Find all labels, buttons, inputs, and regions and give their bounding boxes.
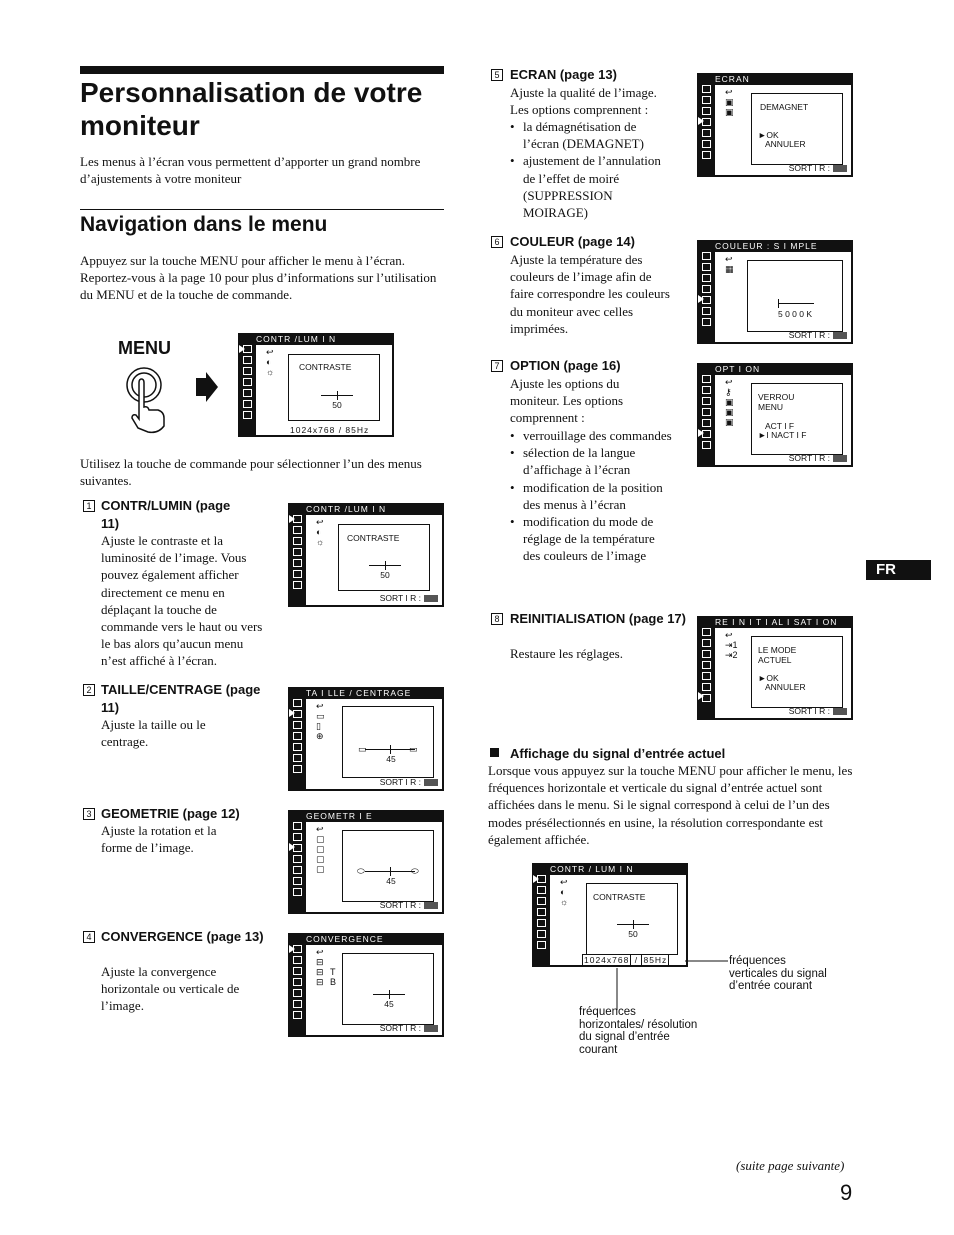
osd-ok: OK: [766, 130, 779, 140]
osd-title: GEOMETR I E: [306, 811, 373, 821]
osd-sortir: SORT I R :: [380, 1023, 438, 1033]
item-text: Ajuste la qualité de l’image. Les options comprennent :: [510, 85, 657, 118]
menu-button-hand-illustration: [118, 360, 223, 435]
osd-option: OPT I ON ↩ ⚷ ▣ ▣ ▣ VERROU MENU ACT I F ►I NACT I F SORT I R :: [697, 363, 853, 467]
item-text: Restaure les réglages.: [510, 646, 623, 661]
item-title: TAILLE/CENTRAGE (page 11): [101, 682, 261, 715]
language-tab: FR: [866, 560, 931, 580]
osd-label: VERROU MENU: [758, 392, 795, 412]
item-number: 8: [491, 613, 503, 625]
osd-vertical-frequency: 85Hz: [643, 955, 668, 965]
callout-horizontal: fréquences horizontales/ résolution du signal d’entrée courant: [579, 1006, 698, 1056]
continued-note: (suite page suivante): [736, 1158, 845, 1173]
osd-main: [238, 333, 394, 437]
osd-sortir: SORT I R :: [789, 330, 847, 340]
item-title: CONVERGENCE (page 13): [101, 929, 264, 944]
osd-contr-lumin: CONTR /LUM I N ↩ ◐ ☼ CONTRASTE 50 SORT I R :: [288, 503, 444, 607]
menu-pointer-icon: [289, 945, 295, 953]
square-bullet-icon: [490, 748, 499, 757]
osd-ecran: ECRAN ↩ ▣ ▣ DEMAGNET ►OK ANNULER SORT I R :: [697, 73, 853, 177]
item-text: Ajuste le contraste et la luminosité de l’image. Vous pouvez également afficher directement ce menu en déplaçant la touche de commande vers le haut ou vers le bas alors qu’aucun menu n’est affiché à l’écran.: [101, 533, 263, 669]
osd-title: OPT I ON: [715, 364, 761, 374]
item-number: 4: [83, 931, 95, 943]
osd-signal: CONTR / LUM I N ↩ ◐ ☼ CONTRASTE 50 1024x768 / 85Hz: [532, 863, 688, 967]
osd-label: LE MODE ACTUEL: [758, 645, 797, 665]
osd-geometrie: GEOMETR I E ↩ ▢ ▢ ▢ ▢ ⬭ ⬭ 45 SORT I R :: [288, 810, 444, 914]
menu-pointer-icon: [289, 515, 295, 523]
item-bullets: [510, 118, 675, 221]
item-title: REINITIALISATION (page 17): [510, 611, 686, 626]
osd-value: 45: [386, 754, 396, 764]
item-title: COULEUR (page 14): [510, 234, 635, 249]
osd-label: CONTRASTE: [299, 362, 352, 372]
item-text: Ajuste la convergence horizontale ou verticale de l’image.: [101, 964, 240, 1014]
use-text: Utilisez la touche de commande pour sélectionner l’un des menus suivantes.: [80, 456, 422, 489]
list-item: • sélection de la langue d’affichage à l’écran: [510, 444, 675, 478]
osd-reinitialisation: RE I N I T I AL I SAT I ON ↩ ⇥1 ⇥2 LE MODE ACTUEL ►OK ANNULER SORT I R :: [697, 616, 853, 720]
list-item: • ajustement de l’annulation de l’effet de moiré (SUPPRESSION MOIRAGE): [510, 152, 675, 221]
menu-pointer-icon: [698, 692, 704, 700]
osd-convergence: CONVERGENCE ↩ ⊟ ⊟ ⊟ T B 45 SORT I R :: [288, 933, 444, 1037]
osd-menu-icons: [240, 345, 254, 435]
item-number: 6: [491, 236, 503, 248]
menu-pointer-icon: [698, 117, 704, 125]
osd-separator: /: [634, 955, 639, 965]
osd-value: 50: [380, 570, 390, 580]
item-title: OPTION (page 16): [510, 358, 621, 373]
osd-title: TA I LLE / CENTRAGE: [306, 688, 412, 698]
item-number: 7: [491, 360, 503, 372]
osd-sortir: SORT I R :: [380, 777, 438, 787]
osd-value: 45: [386, 876, 396, 886]
osd-actif: ACT I F: [765, 421, 795, 431]
menu-pointer-icon: [698, 295, 704, 303]
item-title: ECRAN (page 13): [510, 67, 617, 82]
menu-pointer-icon: [533, 875, 539, 883]
menu-label: MENU: [118, 338, 171, 358]
osd-value: 50: [332, 400, 342, 410]
list-item: • modification du mode de réglage de la température des couleurs de l’image: [510, 513, 675, 565]
page-number: 9: [840, 1180, 853, 1205]
osd-b: B: [330, 977, 337, 987]
item-text: Ajuste la taille ou le centrage.: [101, 717, 206, 750]
item-title: GEOMETRIE (page 12): [101, 806, 240, 821]
osd-title: CONTR /LUM I N: [256, 334, 337, 344]
title-rule: [80, 66, 444, 74]
osd-option-2: 2: [732, 650, 738, 660]
osd-title: CONVERGENCE: [306, 934, 384, 944]
osd-value: 45: [384, 999, 394, 1009]
list-item: • la démagnétisation de l’écran (DEMAGNET): [510, 118, 675, 152]
osd-sortir: SORT I R :: [789, 706, 847, 716]
osd-resolution: 1024x768: [584, 955, 630, 965]
menu-pointer-icon: [698, 429, 704, 437]
osd-value: 5 0 0 0 K: [778, 309, 813, 319]
osd-sortir: SORT I R :: [789, 453, 847, 463]
list-item: • verrouillage des commandes: [510, 427, 675, 444]
osd-label: CONTRASTE: [347, 533, 400, 543]
signal-text: Lorsque vous appuyez sur la touche MENU pour afficher le menu, les fréquences horizontale et verticale du signal d’entrée actuel sont affichées dans le menu. Si le signal correspond à celui de l’un des modes présélectionnés en usine, la résolution correspondante est également affichée.: [488, 763, 853, 847]
osd-title: CONTR / LUM I N: [550, 864, 634, 874]
osd-taille-centrage: TA I LLE / CENTRAGE ↩ ▭ ▯ ⊕ ▭ ▭ 45 SORT I R :: [288, 687, 444, 791]
osd-annuler: ANNULER: [765, 139, 806, 149]
list-item: • modification de la position des menus à l’écran: [510, 479, 675, 513]
menu-pointer-icon: [289, 709, 295, 717]
item-title: CONTR/LUMIN (page 11): [101, 498, 231, 531]
section-title: Navigation dans le menu: [80, 213, 328, 236]
item-number: 1: [83, 500, 95, 512]
brightness-icon: ☼: [266, 367, 275, 377]
page-title: Personnalisation de votre moniteur: [80, 77, 423, 141]
item-number: 5: [491, 69, 503, 81]
intro-text: Les menus à l’écran vous permettent d’apporter un grand nombre d’ajustements à votre moniteur: [80, 154, 421, 187]
menu-pointer-icon: [239, 345, 245, 353]
osd-sortir: SORT I R :: [789, 163, 847, 173]
osd-value: 50: [628, 929, 638, 939]
osd-label: DEMAGNET: [760, 102, 809, 112]
osd-option-1: 1: [732, 640, 738, 650]
menu-pointer-icon: [289, 843, 295, 851]
osd-title: COULEUR : S I MPLE: [715, 241, 818, 251]
osd-title: ECRAN: [715, 74, 750, 84]
osd-annuler: ANNULER: [765, 682, 806, 692]
section-rule: [80, 209, 444, 210]
nav-text: Appuyez sur la touche MENU pour afficher le menu à l’écran. Reportez-vous à la page 10 pour plus d’informations sur l’utilisation du MENU et de la touche de commande.: [80, 253, 437, 303]
osd-frequency: 1024x768 / 85Hz: [290, 425, 370, 435]
osd-label: CONTRASTE: [593, 892, 646, 902]
signal-title: Affichage du signal d’entrée actuel: [510, 746, 726, 761]
osd-sortir: SORT I R :: [380, 900, 438, 910]
item-text: Ajuste la rotation et la forme de l’image.: [101, 823, 217, 856]
item-text: Ajuste les options du moniteur. Les options comprennent :: [510, 376, 624, 426]
osd-title: CONTR /LUM I N: [306, 504, 387, 514]
osd-title: RE I N I T I AL I SAT I ON: [715, 617, 838, 627]
contrast-icon: ◐: [266, 357, 272, 367]
osd-ok: OK: [766, 673, 779, 683]
osd-inactif: I NACT I F: [766, 430, 807, 440]
item-bullets: [510, 427, 675, 565]
item-text: Ajuste la température des couleurs de l’image afin de faire correspondre les couleurs du moniteur avec celles imprimées.: [510, 252, 670, 336]
osd-couleur: COULEUR : S I MPLE ↩ ▦ 5 0 0 0 K SORT I R :: [697, 240, 853, 344]
menu-key-icon: [424, 595, 438, 602]
item-number: 2: [83, 684, 95, 696]
item-number: 3: [83, 808, 95, 820]
osd-sortir: SORT I R :: [380, 593, 438, 603]
return-icon: ↩: [266, 347, 274, 357]
osd-t: T: [330, 967, 336, 977]
callout-vertical: fréquences verticales du signal d’entrée courant: [729, 955, 827, 993]
